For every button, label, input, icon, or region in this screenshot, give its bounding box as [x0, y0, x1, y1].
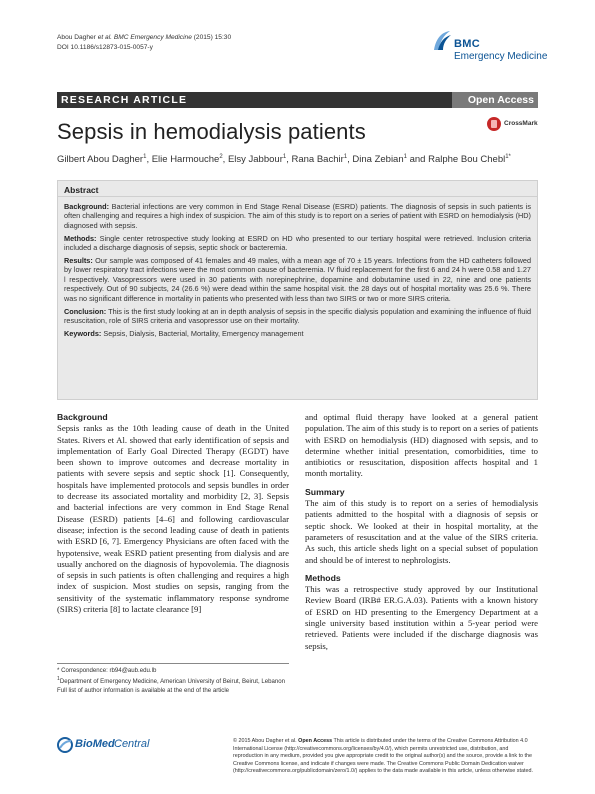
citation-year: (2015) 15:30: [191, 34, 232, 41]
section-heading-summary: Summary: [305, 486, 345, 497]
author-name[interactable]: Ralphe Bou Chebl: [428, 154, 506, 166]
abstract-section: [64, 202, 531, 230]
author-list: Gilbert Abou Dagher$^1$, Elie Harmouche$^2$, Elsy Jabbour$^1$, Rana Bachir$^1$, Dina Zebian$^1$ and Ralphe Bou Chebl$^{1*}$: [57, 154, 511, 166]
journal-logo[interactable]: [432, 30, 548, 70]
full-author-info-note: Full list of author information is available at the end of the article: [57, 686, 230, 694]
abstract-section-text: This is the first study looking at an in depth analysis of sepsis in the specific dialysis population and examining the influence of fluid resuscitation, role of SIRS criteria and vasopressor use on their mortality.: [64, 306, 531, 325]
abstract-section: [64, 307, 531, 326]
abstract-section-label: Methods:: [64, 233, 97, 243]
methods-paragraph: This was a retrospective study approved by our Institutional Review Board (IRB# ER.G.A.03). Patients with a known history of ESRD on HD presenting to the Emergency Department at a single university based institution within a 5-year period were retrieved. Patients were included if the discharge diagnosis was sepsis,: [305, 584, 538, 651]
abstract-section-text: Our sample was composed of 41 females and 49 males, with a mean age of 70 ± 15 years. Infections from the HD catheters followed by lower respiratory tract infections were the most common cause of bacteremia. IV fluid replacement for the first 6 and 24 h were 0.58 and 1.27 l respectively. Vasopressors were used in 30 patients with norepinephrine, dopamine and dobutamine used in 22, nine and one patients respectively. Out of 90 subjects, 24 (26.6 %) were dead within the same hospital visit. the 28 days out of hospital mortality was 25.6 %. There was no significant difference in mortality in patients who presented with less than two SIRS or two or more SIRS criteria.: [64, 256, 531, 303]
abstract-section-text: Bacterial infections are very common in End Stage Renal Disease (ESRD) patients. The diagnosis of sepsis in such patients is often challenging and requires a high index of suspicion. The aim of this study is to report on a series of patient with ESRD on hemodialysis (HD) diagnosed with sepsis.: [64, 202, 531, 230]
license-body: This article is distributed under the terms of the Creative Commons Attribution 4.0 International License (http://creativecommons.org/licenses/by/4.0/), which permits unrestricted use, distribution, and reproduction in any medium, provided you give appropriate credit to the original author(s) and the source, provide a link to the Creative Commons license, and indicate if changes were made. The Creative Commons Public Domain Dedication waiver (http://creativecommons.org/publicdomain/zero/1.0/) applies to the data made available in this article, unless otherwise stated.: [233, 738, 533, 775]
abstract-section-label: Background:: [64, 202, 109, 211]
abstract-heading: Abstract: [58, 181, 537, 197]
author-name[interactable]: Gilbert Abou Dagher: [57, 154, 144, 166]
author-affiliation-sup: 1: [282, 154, 287, 160]
logo-bmc-text: BMC: [454, 38, 480, 50]
article-type-label: RESEARCH ARTICLE: [61, 94, 188, 106]
section-heading-background: Background: [57, 412, 108, 422]
article-title: Sepsis in hemodialysis patients: [57, 119, 366, 144]
abstract-section-text: Single center retrospective study looking at ESRD on HD who presented to our tertiary hospital were retrieved. Inclusion criteria included a discharge diagnosis of sepsis, septic shock or bacteremia.: [64, 233, 531, 253]
citation-line: [57, 33, 231, 43]
abstract-section: [64, 329, 531, 338]
abstract-section-label: Conclusion:: [64, 306, 107, 316]
license-copyright: © 2015 Abou Dagher et al.: [233, 738, 299, 744]
section-heading-methods: Methods: [305, 572, 341, 583]
affiliation: [57, 675, 289, 686]
author-affiliation-sup: 2: [219, 154, 223, 160]
abstract-section-label: Results:: [64, 256, 93, 266]
license-text: [233, 738, 538, 776]
affiliation-sup: 1: [57, 676, 60, 683]
correspondence[interactable]: * Correspondence: rb94@aub.edu.lb: [57, 667, 157, 674]
crossmark-badge[interactable]: [487, 117, 547, 133]
footnote: [57, 663, 289, 695]
body-left-column: [57, 412, 289, 615]
affiliation-text: Department of Emergency Medicine, American University of Beirut, Beirut, Lebanon: [59, 678, 286, 686]
background-paragraph: Sepsis ranks as the 10th leading cause of death in the United States. Rivers et Al. showed that early identification of sepsis and implementation of Early Goal Directed Therapy (EGDT) have been shown to improve outcomes and decrease mortality in patients with severe sepsis and septic shock [1]. Consequently, hospitals have implemented protocols and sepsis bundles in order to decrease its associated mortality and morbidity [2, 3]. Sepsis and bacterial infections are very common in End Stage Renal Disease (ESRD) patients [4–6] and following cardiovascular disease; infection is the second leading cause of death in patients with ESRD [6, 7]. Emergency Physicians are often faced with the hypotensive, weak ESRD patient presenting from dialysis and are usually anchored on the diagnosis of hypovolemia. The diagnosis of sepsis in such patients is often challenging and requires a high index of suspicion. Most studies on sepsis, ranging from the sensitivity of the systematic inflammatory response syndrome (SIRS) criteria [8] to lactate clearance [9]: [57, 423, 289, 615]
citation-journal: et al. BMC Emergency Medicine: [97, 34, 192, 41]
citation-authors: Abou Dagher: [57, 34, 98, 41]
author-affiliation-sup: 1: [343, 154, 348, 160]
background-continuation: and optimal fluid therapy have looked at a general patient population. The aim of this study is to report on a series of patients with ESRD on hemodialysis (HD) diagnosed with sepsis, and to determine whether initial presentation, comorbidities, time to antibiotics or resuscitation, disposition affects hospital and 1 month mortality.: [305, 412, 538, 479]
author-name[interactable]: Elie Harmouche: [151, 154, 220, 166]
article-type-banner: [57, 92, 538, 108]
logo-central-text: Central: [114, 738, 150, 750]
author-name[interactable]: Rana Bachir: [291, 154, 344, 166]
abstract-box: [57, 180, 538, 400]
abstract-body: [64, 202, 531, 342]
summary-paragraph: The aim of this study is to report on a series of hemodialysis patients admitted to the hospital with a diagnosis of sepsis or septic shock. We looked at their in hospital mortality, at the parameters of resuscitation and at the value of the SIRS criteria. As such, this article sheds light on a special subset of population and should be of interest to nephrologists.: [305, 498, 538, 565]
logo-biomed-text: BioMed: [75, 738, 115, 750]
doi[interactable]: DOI 10.1186/s12873-015-0057-y: [57, 43, 153, 51]
author-affiliation-sup: 1*: [505, 154, 511, 160]
author-name[interactable]: Elsy Jabbour: [227, 154, 283, 166]
body-right-column: [305, 412, 538, 652]
author-name[interactable]: Dina Zebian: [352, 154, 404, 166]
abstract-section-text: Sepsis, Dialysis, Bacterial, Mortality, Emergency management: [101, 328, 304, 338]
abstract-section: [64, 256, 531, 303]
crossmark-icon: [487, 117, 501, 131]
biomed-swoosh-icon: [57, 737, 73, 753]
open-access-badge: Open Access: [452, 92, 538, 108]
license-open-access: Open Access: [298, 738, 333, 744]
logo-journal-text: Emergency Medicine: [454, 51, 548, 62]
crossmark-label: CrossMark: [504, 120, 538, 127]
abstract-section-label: Keywords:: [64, 328, 102, 338]
bmc-swoosh-icon: [432, 30, 452, 52]
biomed-central-logo[interactable]: [57, 736, 167, 754]
abstract-section: [64, 234, 531, 253]
citation-header: [57, 33, 231, 52]
author-affiliation-sup: 1: [143, 154, 147, 160]
author-affiliation-sup: 1: [403, 154, 407, 160]
